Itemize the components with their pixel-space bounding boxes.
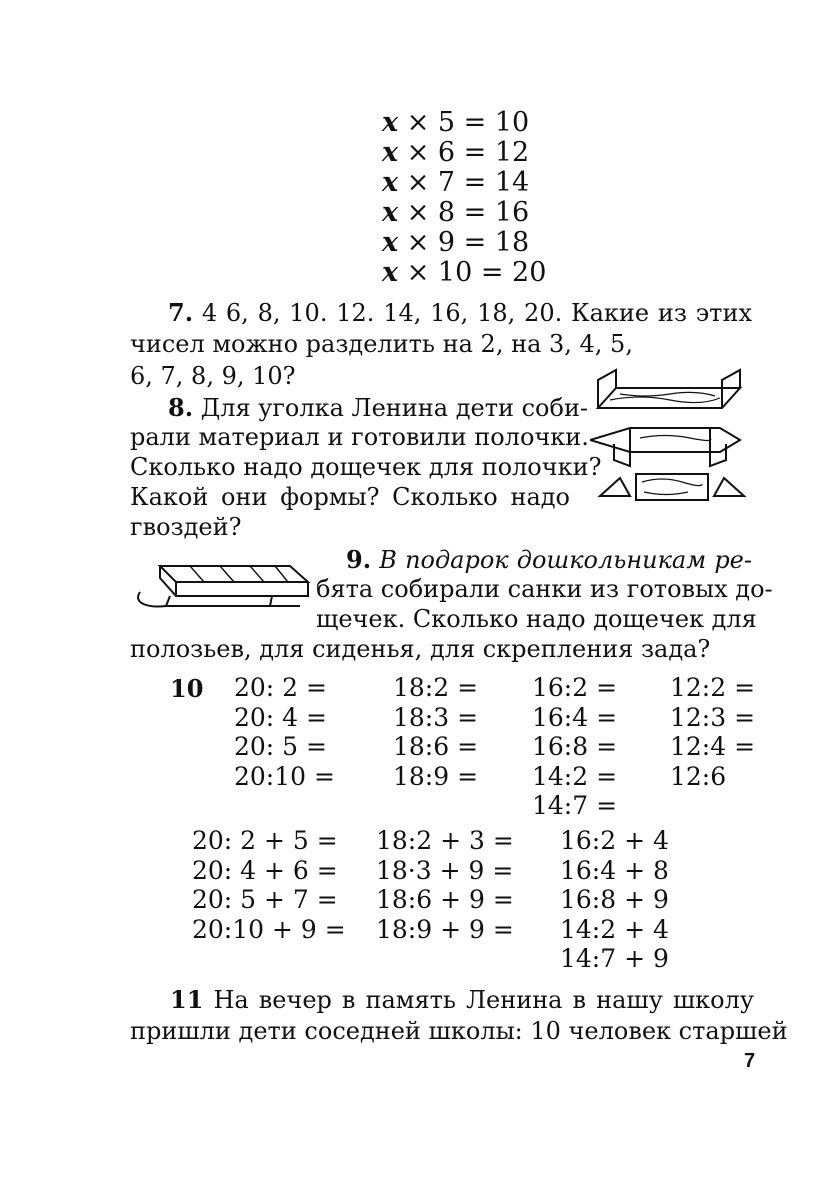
equation-line: x × 8 = 16 [382, 197, 530, 228]
problem-number: 7. [168, 298, 194, 327]
mixed-column [192, 826, 346, 944]
expression: 18:3 = [393, 702, 479, 732]
equation-line: x × 10 = 20 [382, 257, 547, 288]
equation-line: x × 6 = 12 [382, 137, 530, 168]
expression: 12:6 [670, 761, 727, 791]
problem-7-line-1: 7. 4 6, 8, 10. 12. 14, 16, 18, 20. Какие из этих [168, 298, 752, 327]
expression: 16:8 + 9 [560, 885, 669, 914]
expression: 12:3 = [670, 702, 756, 732]
equation-block [382, 108, 546, 288]
expression: 16:2 = [532, 673, 618, 702]
division-column [532, 673, 617, 821]
sled-illustration [130, 548, 310, 618]
equation-line: x × 7 = 14 [382, 167, 530, 198]
problem-8-line-3: Сколько надо дощечек для полочки? [130, 453, 602, 481]
expression: 20: 4 + 6 = [192, 855, 338, 885]
problem-11-line-1: 11 На вечер в память Ленина в нашу школу [170, 985, 754, 1014]
page-number: 7 [744, 1050, 756, 1072]
shelf-illustration [590, 368, 750, 508]
expression: 16:2 + 4 [560, 826, 669, 855]
expression: 16:4 = [532, 702, 618, 732]
problem-11-line-2: пришли дети соседней школы: 10 человек старшей [130, 1017, 788, 1045]
problem-number: 9. [346, 545, 372, 574]
expression: 20: 2 + 5 = [192, 826, 338, 855]
expression: 18:2 + 3 = [376, 826, 514, 855]
expression: 18:6 + 9 = [376, 885, 514, 914]
problem-8-line-5: гвоздей? [130, 513, 242, 541]
problem-8-line-4: Какой они формы? Сколько надо [130, 483, 570, 511]
division-column [234, 673, 335, 791]
expression: 12:4 = [670, 732, 756, 761]
equation-line: x × 9 = 18 [382, 227, 530, 258]
problem-9-line-2: бята собирали санки из готовых до- [316, 575, 773, 603]
problem-8-line-1: 8. Для уголка Ленина дети соби- [168, 393, 589, 422]
problem-8-line-2: рали материал и готовили полочки. [130, 423, 589, 451]
expression: 18:2 = [393, 673, 479, 702]
mixed-column [376, 826, 514, 944]
expression: 20: 5 + 7 = [192, 885, 338, 914]
expression: 20: 4 = [234, 702, 327, 732]
expression: 16:4 + 8 [560, 855, 669, 885]
problem-9-line-4: полозьев, для сиденья, для скрепления зада? [130, 635, 711, 663]
expression: 16:8 = [532, 732, 618, 761]
expression: 18:9 + 9 = [376, 914, 514, 944]
expression: 20: 5 = [234, 732, 327, 761]
expression: 18:6 = [393, 732, 479, 761]
problem-7-line-2: чисел можно разделить на 2, на 3, 4, 5, [130, 330, 633, 358]
expression: 14:2 = [532, 761, 618, 791]
expression: 14:7 = [532, 791, 618, 820]
problem-number: 8. [168, 393, 194, 422]
expression: 14:7 + 9 [560, 944, 669, 973]
expression: 14:2 + 4 [560, 914, 669, 944]
division-column [670, 673, 755, 791]
equation-line: x × 5 = 10 [382, 107, 530, 138]
problem-9-line-3: щечек. Сколько надо дощечек для [316, 605, 757, 633]
division-column [393, 673, 478, 791]
expression: 12:2 = [670, 673, 756, 702]
problem-number: 11 [170, 985, 204, 1014]
expression: 20: 2 = [234, 673, 327, 702]
expression: 18:9 = [393, 761, 479, 791]
expression: 18·3 + 9 = [376, 855, 514, 885]
mixed-column [560, 826, 669, 974]
expression: 20:10 = [234, 761, 335, 791]
expression: 20:10 + 9 = [192, 914, 346, 944]
problem-7-line-3: 6, 7, 8, 9, 10? [130, 362, 296, 390]
problem-number: 10 [170, 674, 204, 703]
problem-9-line-1: 9. В подарок дошкольникам ре- [346, 545, 752, 574]
